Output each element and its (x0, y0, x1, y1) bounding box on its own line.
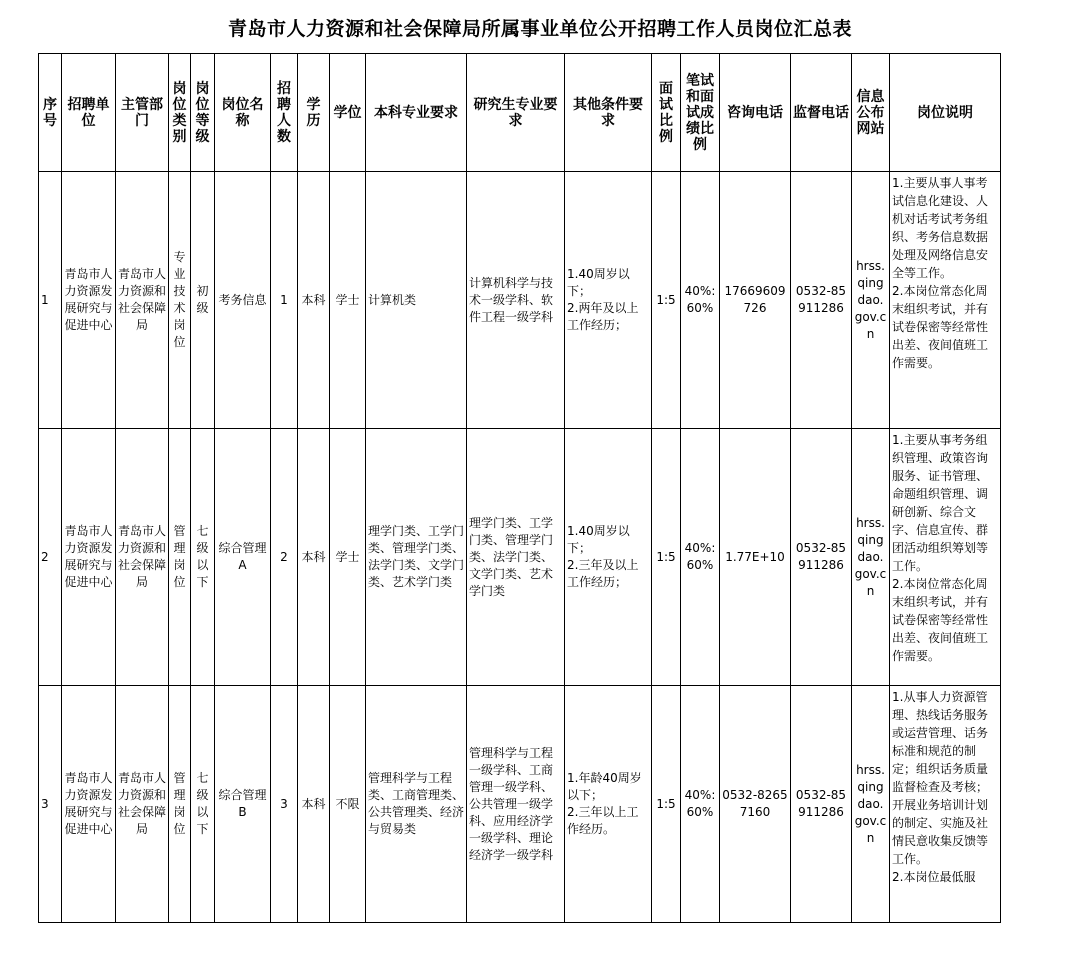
header-other-conditions: 其他条件要求 (565, 54, 652, 172)
cell-undergrad-major: 理学门类、工学门类、管理学门类、法学门类、文学门类、艺术学门类 (366, 429, 467, 686)
header-dept: 主管部门 (116, 54, 169, 172)
cell-score-ratio: 40%:60% (681, 172, 720, 429)
cell-score-ratio: 40%:60% (681, 429, 720, 686)
cell-website: hrss.qingdao.gov.cn (852, 172, 890, 429)
cell-other-conditions: 1.40周岁以下； 2.两年及以上工作经历； (565, 172, 652, 429)
cell-seq: 3 (39, 686, 62, 923)
cell-grad-major: 计算机科学与技术一级学科、软件工程一级学科 (467, 172, 565, 429)
cell-phone: 1.77E+10 (720, 429, 791, 686)
header-grad-major: 研究生专业要求 (467, 54, 565, 172)
header-unit: 招聘单位 (62, 54, 116, 172)
page-title: 青岛市人力资源和社会保障局所属事业单位公开招聘工作人员岗位汇总表 (227, 18, 852, 40)
cell-category: 管理岗位 (169, 429, 191, 686)
cell-supervision-phone: 0532-85911286 (791, 172, 852, 429)
cell-count: 2 (271, 429, 298, 686)
cell-description: 1.主要从事考务组织管理、政策咨询服务、证书管理、命题组织管理、调研创新、综合文字、信息宣传、群团活动组织筹划等工作。 2.本岗位常态化周末组织考试，并有试卷保密等经常性出差、夜间值班工作需要。 (890, 429, 1001, 686)
cell-interview-ratio: 1:5 (652, 172, 681, 429)
cell-interview-ratio: 1:5 (652, 686, 681, 923)
cell-category: 管理岗位 (169, 686, 191, 923)
cell-supervision-phone: 0532-85911286 (791, 686, 852, 923)
cell-unit: 青岛市人力资源发展研究与促进中心 (62, 429, 116, 686)
header-supervision-phone: 监督电话 (791, 54, 852, 172)
header-count: 招聘人数 (271, 54, 298, 172)
cell-phone: 0532-82657160 (720, 686, 791, 923)
cell-unit: 青岛市人力资源发展研究与促进中心 (62, 686, 116, 923)
cell-other-conditions: 1.年龄40周岁以下； 2.三年以上工作经历。 (565, 686, 652, 923)
cell-undergrad-major: 计算机类 (366, 172, 467, 429)
header-website: 信息公布网站 (852, 54, 890, 172)
cell-dept: 青岛市人力资源和社会保障局 (116, 429, 169, 686)
job-table (38, 53, 1001, 923)
header-degree: 学位 (330, 54, 366, 172)
cell-count: 1 (271, 172, 298, 429)
cell-post-name: 综合管理B (215, 686, 271, 923)
cell-dept: 青岛市人力资源和社会保障局 (116, 686, 169, 923)
header-interview-ratio: 面试比例 (652, 54, 681, 172)
cell-post-name: 考务信息 (215, 172, 271, 429)
cell-dept: 青岛市人力资源和社会保障局 (116, 172, 169, 429)
header-undergrad-major: 本科专业要求 (366, 54, 467, 172)
header-score-ratio: 笔试和面试成绩比例 (681, 54, 720, 172)
header-description: 岗位说明 (890, 54, 1001, 172)
header-category: 岗位类别 (169, 54, 191, 172)
cell-level: 七级以下 (191, 686, 215, 923)
cell-phone: 17669609726 (720, 172, 791, 429)
cell-post-name: 综合管理A (215, 429, 271, 686)
cell-count: 3 (271, 686, 298, 923)
header-seq: 序号 (39, 54, 62, 172)
cell-supervision-phone: 0532-85911286 (791, 429, 852, 686)
header-row (39, 54, 1001, 172)
cell-description: 1.主要从事人事考试信息化建设、人机对话考试考务组织、考务信息数据处理及网络信息安全等工作。 2.本岗位常态化周末组织考试，并有试卷保密等经常性出差、夜间值班工作需要。 (890, 172, 1001, 429)
cell-other-conditions: 1.40周岁以下； 2.三年及以上工作经历； (565, 429, 652, 686)
cell-seq: 2 (39, 429, 62, 686)
cell-website: hrss.qingdao.gov.cn (852, 429, 890, 686)
cell-education: 本科 (298, 172, 330, 429)
header-level: 岗位等级 (191, 54, 215, 172)
header-phone: 咨询电话 (720, 54, 791, 172)
cell-education: 本科 (298, 686, 330, 923)
cell-degree: 学士 (330, 429, 366, 686)
cell-category: 专业技术岗位 (169, 172, 191, 429)
cell-description: 1.从事人力资源管理、热线话务服务或运营管理、话务标准和规范的制定；组织话务质量监督检查及考核；开展业务培训计划的制定、实施及社情民意收集反馈等工作。 2.本岗位最低服 (890, 686, 1001, 923)
cell-unit: 青岛市人力资源发展研究与促进中心 (62, 172, 116, 429)
cell-interview-ratio: 1:5 (652, 429, 681, 686)
header-education: 学历 (298, 54, 330, 172)
cell-degree: 不限 (330, 686, 366, 923)
cell-degree: 学士 (330, 172, 366, 429)
table-row (39, 429, 1001, 686)
cell-website: hrss.qingdao.gov.cn (852, 686, 890, 923)
cell-seq: 1 (39, 172, 62, 429)
cell-education: 本科 (298, 429, 330, 686)
header-post-name: 岗位名称 (215, 54, 271, 172)
table-row (39, 686, 1001, 923)
cell-grad-major: 理学门类、工学门类、管理学门类、法学门类、文学门类、艺术学门类 (467, 429, 565, 686)
cell-undergrad-major: 管理科学与工程类、工商管理类、公共管理类、经济与贸易类 (366, 686, 467, 923)
cell-level: 七级以下 (191, 429, 215, 686)
cell-score-ratio: 40%:60% (681, 686, 720, 923)
table-row (39, 172, 1001, 429)
cell-grad-major: 管理科学与工程一级学科、工商管理一级学科、公共管理一级学科、应用经济学一级学科、理论经济学一级学科 (467, 686, 565, 923)
cell-level: 初级 (191, 172, 215, 429)
